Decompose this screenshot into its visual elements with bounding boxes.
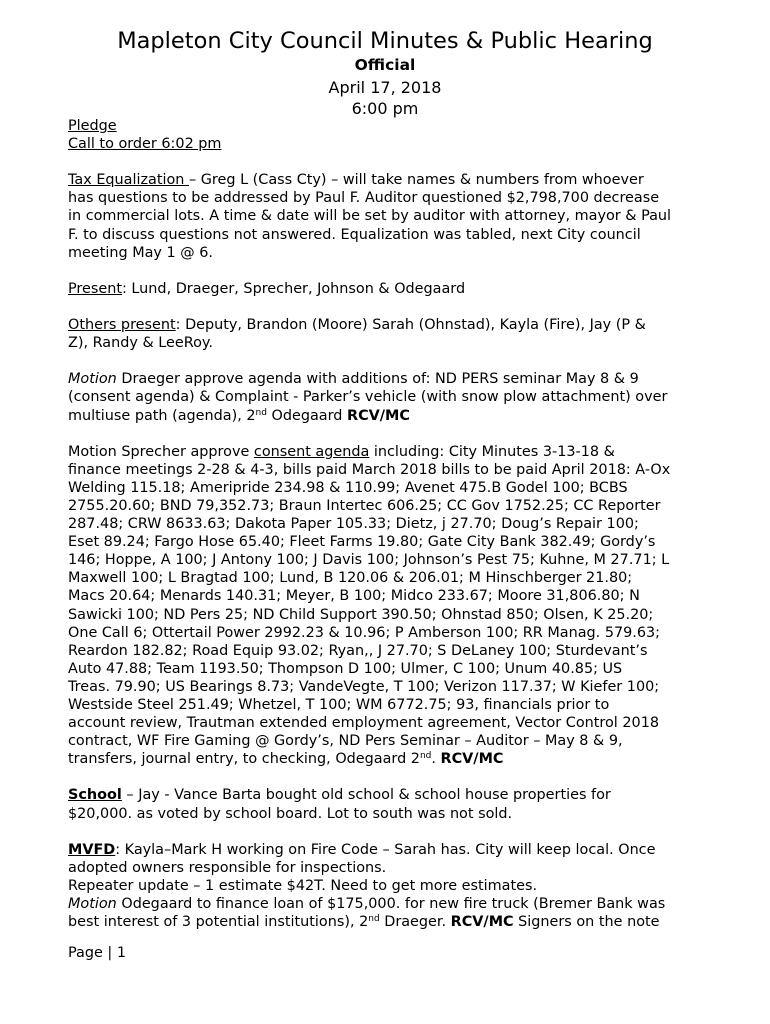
rcv-mc-result: RCV/MC [440, 751, 504, 768]
consent-line: contract, WF Fire Gaming @ Gordy’s, ND Pers Seminar – Auditor – May 8 & 9, [68, 733, 623, 750]
agenda-motion-section: Motion Draeger approve agenda with additions of: ND PERS seminar May 8 & 9 (consent agenda) & Complaint - Parker’s vehicle (with snow plow attachment) over multiuse path (agenda), 2nd Odegaard RCV/MC [68, 371, 668, 424]
consent-line: 2755.20.60; BND 79,352.73; Braun Intertec 606.25; CC Gov 1752.25; CC Reporter [68, 497, 661, 514]
consent-line: Auto 47.88; Team 1193.50; Thompson D 100; Ulmer, C 100; Unum 40.85; US [68, 660, 623, 677]
consent-line: 146; Hoppe, A 100; J Antony 100; J Davis 100; Johnson’s Pest 75; Kuhne, M 27.71; L [68, 552, 670, 569]
consent-line: Treas. 79.90; US Bearings 8.73; VandeVegte, T 100; Verizon 117.37; W Kiefer 100; [68, 678, 660, 695]
consent-line: Macs 20.64; Menards 140.31; Meyer, B 100; Midco 233.67; Moore 31,806.80; N [68, 588, 640, 605]
document-title: Mapleton City Council Minutes & Public Hearing [117, 28, 653, 54]
school-section: School – Jay - Vance Barta bought old school & school house properties for $20,000. as voted by school board. Lot to south was not sold. [68, 787, 611, 822]
consent-lines [68, 461, 708, 751]
consent-line: Eset 89.24; Fargo Hose 65.40; Fleet Farms 19.80; Gate City Bank 382.49; Gordy’s [68, 534, 656, 551]
tax-equalization-heading: Tax Equalization [68, 172, 189, 189]
consent-line: account review, Trautman extended employment agreement, Vector Control 2018 [68, 715, 660, 732]
call-to-order-line: Call to order 6:02 pm [68, 136, 222, 153]
meeting-time: 6:00 pm [351, 99, 419, 118]
meeting-date: April 17, 2018 [328, 78, 442, 97]
school-heading: School [68, 787, 122, 804]
consent-line: 287.48; CRW 8633.63; Dakota Paper 105.33; Dietz, j 27.70; Doug’s Repair 100; [68, 516, 639, 533]
consent-agenda-label: consent agenda [253, 443, 370, 460]
consent-line: Westside Steel 251.49; Whetzel, T 100; WM 6772.75; 93, financials prior to [68, 697, 610, 713]
present-line: Present: Lund, Draeger, Sprecher, Johnson & Odegaard [68, 280, 466, 297]
consent-line: Welding 115.18; Ameripride 234.98 & 110.99; Avenet 475.B Godel 100; BCBS [68, 479, 628, 496]
rcv-mc-result: RCV/MC [347, 407, 410, 424]
consent-line: finance meetings 2-28 & 4-3, bills paid March 2018 bills to be paid April 2018: A-Ox [68, 461, 671, 478]
motion-word: Motion [68, 371, 117, 388]
consent-line: Maxwell 100; L Bragtad 100; Lund, B 120.06 & 206.01; M Hinschberger 21.80; [68, 570, 633, 587]
consent-line: Sawicki 100; ND Pers 25; ND Child Support 390.50; Ohnstad 850; Olsen, K 25.20; [68, 606, 654, 623]
present-label: Present [68, 280, 122, 297]
page-footer: Page | 1 [68, 945, 126, 961]
pledge-line: Pledge [68, 118, 117, 134]
consent-line: Reardon 182.82; Road Equip 93.02; Ryan,, J 27.70; S DeLaney 100; Sturdevant’s [68, 642, 648, 659]
mvfd-section: MVFD: Kayla–Mark H working on Fire Code – Sarah has. City will keep local. Once adopted owners responsible for inspections. Repeater update – 1 estimate $42T. Need to get more estimates. Motion Odegaard to finance loan of $175,000. for new fire truck (Bremer Bank was best interest of 3 potential institutions), 2nd Draeger. RCV/MC Signers on the note [68, 841, 666, 931]
motion-word: Motion [68, 896, 117, 913]
tax-equalization-section: Tax Equalization – Greg L (Cass Cty) – will take names & numbers from whoever has questions to be addressed by Paul F. Auditor questioned $2,798,700 decrease in commercial lots. A time & date will be set by auditor with attorney, mayor & Paul F. to discuss questions not answered. Equalization was tabled, next City council meeting May 1 @ 6. [68, 172, 672, 261]
others-present-label: Others present [68, 317, 176, 334]
document-subtitle: Official [354, 56, 416, 74]
consent-agenda-section: Motion Sprecher approve consent agenda including: City Minutes 3-13-18 & finance meetings 2-28 & 4-3, bills paid March 2018 bills to be paid April 2018: A-Ox Welding 115.18; Ameripride 234.98 & 110.99; Avenet 475.B Godel 100; BCBS 2755.20.60; BND 79,352.73; Braun Intertec 606.25; CC Gov 1752.25; CC Reporter 287.48; CRW 8633.63; Dakota Paper 105.33; Dietz, j 27.70; Doug’s Repair 100; Eset 89.24; Fargo Hose 65.40; Fleet Farms 19.80; Gate City Bank 382.49; Gordy’s 146; Hoppe, A 100; J Antony 100; J Davis 100; Johnson’s Pest 75; Kuhne, M 27.71; L Maxwell 100; L Bragtad 100; Lund, B 120.06 & 206.01; M Hinschberger 21.80; Macs 20.64; Menards 140.31; Meyer, B 100; Midco 233.67; Moore 31,806.80; N Sawicki 100; ND Pers 25; ND Child Support 390.50; Ohnstad 850; Olsen, K 25.20; One Call 6; Ottertail Power 2992.23 & 10.96; P Amberson 100; RR Manag. 579.63; Reardon 182.82; Road Equip 93.02; Ryan,, J 27.70; S DeLaney 100; Sturdevant’s Auto 47.88; Team 1193.50; Thompson D 100; Ulmer, C 100; Unum 40.85; US Treas. 79.90; US Bearings 8.73; VandeVegte, T 100; Verizon 117.37; W Kiefer 100; Westside Steel 251.49; Whetzel, T 100; WM 6772.75; 93, financials prior to account review, Trautman extended employment agreement, Vector Control 2018 contract, WF Fire Gaming @ Gordy’s, ND Pers Seminar – Auditor – May 8 & 9, transfers, journal entry, to checking, Odegaard 2nd. RCV/MC [68, 443, 708, 769]
rcv-mc-result: RCV/MC [450, 914, 514, 931]
mvfd-heading: MVFD [68, 841, 116, 858]
minutes-body [68, 117, 708, 931]
others-present-section: Others present: Deputy, Brandon (Moore) Sarah (Ohnstad), Kayla (Fire), Jay (P & Z), Randy & LeeRoy. [68, 317, 646, 352]
consent-line: One Call 6; Ottertail Power 2992.23 & 10.96; P Amberson 100; RR Manag. 579.63; [68, 624, 661, 641]
